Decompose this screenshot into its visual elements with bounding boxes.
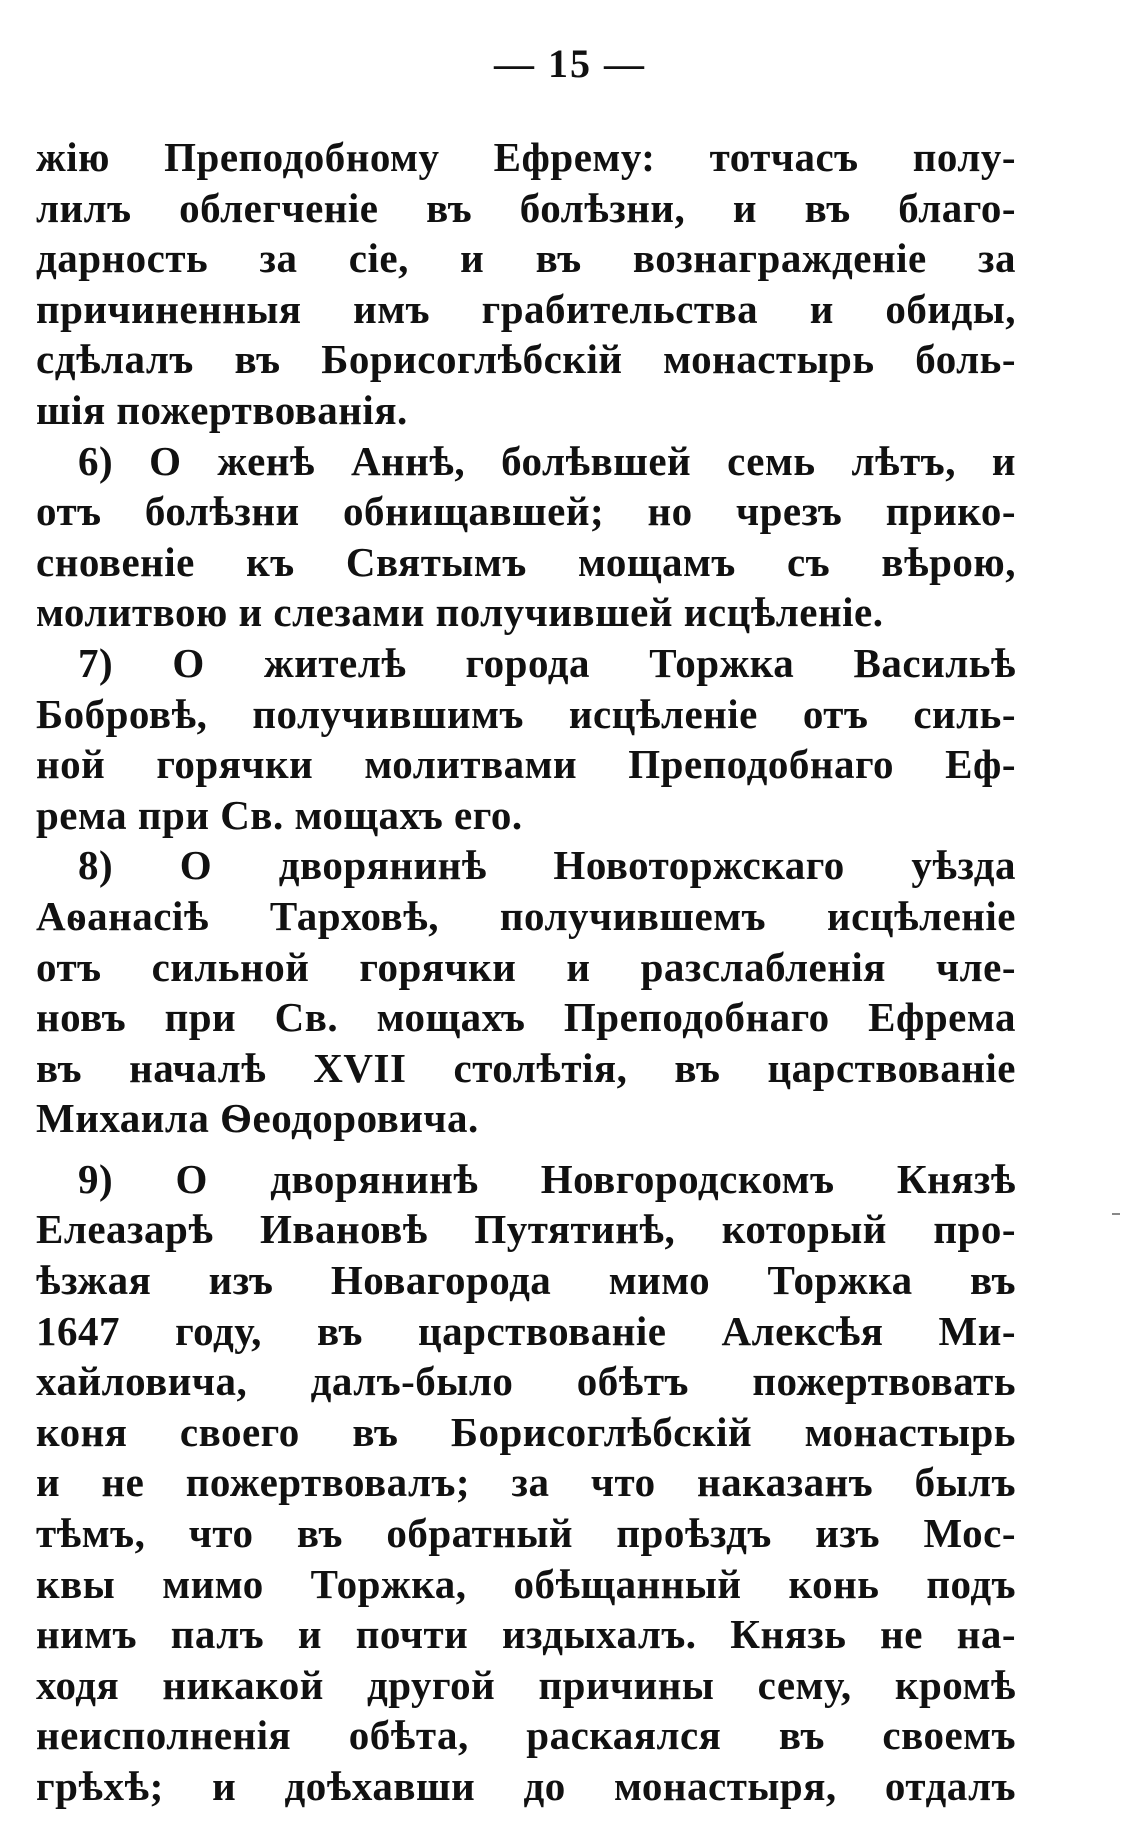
text-line: рема при Св. мощахъ его. [36, 791, 523, 838]
body-text [36, 132, 1016, 1812]
text-line: 1647 году, въ царствованіе Алексѣя Ми- [36, 1307, 1016, 1354]
text-line: Аѳанасіѣ Тарховѣ, получившемъ исцѣленіе [36, 892, 1016, 939]
paragraph-item-9 [36, 1154, 1016, 1812]
text-line: 8) О дворянинѣ Новоторжскаго уѣзда [78, 842, 1016, 889]
text-line: 6) О женѣ Аннѣ, болѣвшей семь лѣтъ, и [78, 437, 1016, 484]
paragraph-spacer [36, 1144, 1016, 1154]
text-line: въ началѣ XVII столѣтія, въ царствованіе [36, 1044, 1016, 1091]
text-line: 9) О дворянинѣ Новгородскомъ Князѣ [78, 1155, 1016, 1202]
text-line: коня своего въ Борисоглѣбскій монастырь [36, 1408, 1016, 1455]
text-line: квы мимо Торжка, обѣщанный конь подъ [36, 1560, 1016, 1607]
text-line: жію Преподобному Ефрему: тотчасъ полу- [36, 134, 1016, 180]
text-line: ѣзжая изъ Новагорода мимо Торжка въ [36, 1257, 1016, 1304]
text-line: причиненныя имъ грабительства и обиды, [36, 285, 1016, 332]
paragraph [36, 132, 1016, 436]
text-line: тѣмъ, что въ обратный проѣздъ изъ Мос- [36, 1510, 1016, 1557]
text-line: ной горячки молитвами Преподобнаго Еф- [36, 741, 1016, 788]
text-line: грѣхѣ; и доѣхавши до монастыря, отдалъ [36, 1763, 1016, 1809]
text-line: Елеазарѣ Ивановѣ Путятинѣ, который про- [36, 1206, 1016, 1253]
text-line: хайловича, далъ-было обѣтъ пожертвовать [36, 1358, 1016, 1405]
text-line: сдѣлалъ въ Борисоглѣбскій монастырь боль- [36, 336, 1016, 383]
text-line: новъ при Св. мощахъ Преподобнаго Ефрема [36, 994, 1016, 1041]
paragraph-item-6 [36, 436, 1016, 638]
text-line: молитвою и слезами получившей исцѣленіе. [36, 589, 884, 636]
text-line: дарность за сіе, и въ вознагражденіе за [36, 235, 1016, 282]
text-line: ходя никакой другой причины сему, кромѣ [36, 1661, 1016, 1708]
page-number: — 15 — [494, 41, 646, 86]
text-line: неисполненія обѣта, раскаялся въ своемъ [36, 1712, 1016, 1759]
text-line: и не пожертвовалъ; за что наказанъ былъ [36, 1459, 1016, 1506]
text-line: Бобровѣ, получившимъ исцѣленіе отъ силь- [36, 690, 1016, 737]
text-line: отъ болѣзни обнищавшей; но чрезъ прико- [36, 488, 1016, 535]
text-line: отъ сильной горячки и разслабленія чле- [36, 943, 1016, 990]
text-line: Михаила Ѳеодоровича. [36, 1095, 479, 1142]
print-speck [1112, 1213, 1120, 1215]
paragraph-item-8 [36, 840, 1016, 1144]
paragraph-item-7 [36, 638, 1016, 840]
text-line: 7) О жителѣ города Торжка Васильѣ [78, 639, 1016, 686]
text-line: сновеніе къ Святымъ мощамъ съ вѣрою, [36, 538, 1016, 585]
text-line: шія пожертвованія. [36, 386, 408, 433]
text-line: нимъ палъ и почти издыхалъ. Князь не на- [36, 1611, 1016, 1658]
text-line: лилъ облегченіе въ болѣзни, и въ благо- [36, 184, 1016, 231]
